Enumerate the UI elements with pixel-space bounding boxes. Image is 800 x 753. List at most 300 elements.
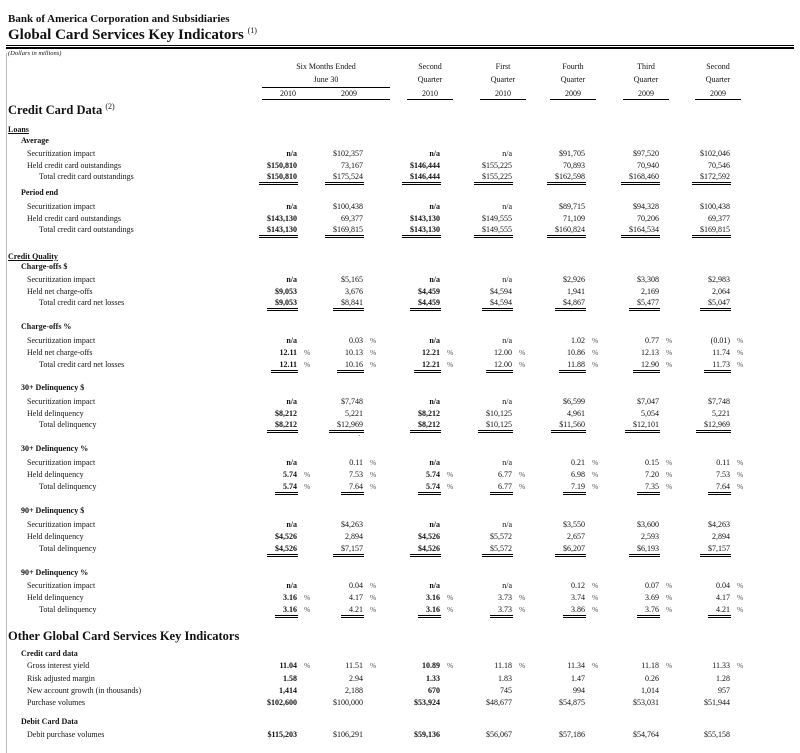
col-q3-2009-line1: Third (637, 62, 655, 71)
table-cell (288, 288, 364, 297)
company-name: Bank of America Corporation and Subsidiaries (8, 13, 230, 25)
table-cell (584, 398, 660, 407)
percent-sign: % (666, 348, 673, 357)
cell-value: $5,477 (629, 299, 660, 311)
table-cell (655, 533, 731, 542)
col-q4-2009-line3: 2009 (565, 89, 581, 98)
cell-value: n/a (502, 397, 512, 406)
row-label: Total delinquency (39, 544, 97, 553)
row-label: Purchase volumes (27, 698, 85, 707)
table-row (0, 173, 800, 185)
table-cell (365, 299, 441, 311)
percent-sign: % (370, 593, 377, 602)
cell-value: $5,047 (700, 299, 731, 311)
table-cell (288, 410, 364, 419)
table-cell (510, 483, 586, 495)
percent-sign: % (370, 348, 377, 357)
table-cell (365, 699, 441, 708)
col-q4-2009-line2: Quarter (560, 75, 586, 84)
cell-value: 0.04 (349, 581, 363, 590)
table-cell (655, 361, 731, 373)
cell-value: 5.74 (275, 483, 298, 495)
table-cell (222, 582, 298, 591)
table-cell (437, 226, 513, 238)
table-cell (655, 471, 731, 480)
table-cell (584, 299, 660, 311)
table-cell (222, 337, 298, 346)
cell-value: 0.11 (349, 458, 363, 467)
percent-sign: % (737, 605, 744, 614)
cell-value: $169,815 (325, 226, 364, 238)
cell-value: 0.26 (645, 674, 659, 683)
table-cell (437, 203, 513, 212)
table-row (0, 421, 800, 433)
table-cell (510, 337, 586, 346)
table-cell (365, 150, 441, 159)
percent-sign: % (304, 661, 311, 670)
table-cell (437, 288, 513, 297)
percent-sign: % (370, 605, 377, 614)
label-loans: Loans (8, 125, 29, 134)
table-cell (510, 582, 586, 591)
table-cell (510, 545, 586, 557)
table-cell (365, 173, 441, 185)
cell-value: 11.88 (559, 361, 586, 373)
percent-sign: % (737, 348, 744, 357)
col-q2-2010-line1: Second (418, 62, 442, 71)
cell-value: 11.74 (712, 348, 730, 357)
row-label: Securitization impact (27, 275, 96, 284)
cell-value: n/a (502, 458, 512, 467)
cell-value: n/a (286, 336, 297, 345)
table-cell (288, 594, 364, 603)
cell-value: 11.04 (279, 661, 297, 670)
row-label: Held credit card outstandings (27, 214, 121, 223)
table-cell (437, 521, 513, 530)
cell-value: 7.35 (637, 483, 660, 495)
cell-value: $4,526 (418, 532, 440, 541)
table-cell (510, 459, 586, 468)
row-label: Total credit card net losses (39, 298, 125, 307)
table-cell (222, 361, 298, 373)
label-average: Average (21, 136, 49, 145)
percent-sign: % (447, 360, 454, 369)
cell-value: n/a (429, 202, 440, 211)
percent-sign: % (737, 593, 744, 602)
cell-value: $100,000 (333, 698, 363, 707)
cell-value: 0.11 (716, 458, 730, 467)
table-cell (510, 349, 586, 358)
table-cell (437, 173, 513, 185)
cell-value: 3.76 (637, 606, 660, 618)
cell-value: 70,546 (708, 161, 730, 170)
table-cell (222, 594, 298, 603)
table-cell (222, 173, 298, 185)
cell-value: n/a (429, 581, 440, 590)
table-cell (510, 215, 586, 224)
table-cell (365, 483, 441, 495)
table-cell (584, 410, 660, 419)
table-cell (655, 483, 731, 495)
cell-value: 69,377 (341, 214, 363, 223)
row-label: Total delinquency (39, 605, 97, 614)
row-label: Held delinquency (27, 409, 84, 418)
cell-value: 3.16 (275, 606, 298, 618)
table-cell (655, 150, 731, 159)
percent-sign: % (304, 348, 311, 357)
table-cell (222, 533, 298, 542)
table-cell (288, 421, 364, 433)
table-row (0, 731, 800, 743)
cell-value: $4,526 (410, 545, 441, 557)
table-cell (584, 594, 660, 603)
table-cell (437, 687, 513, 696)
label-del90-usd: 90+ Delinquency $ (21, 506, 85, 515)
percent-sign: % (304, 482, 311, 491)
table-cell (222, 226, 298, 238)
cell-value: 70,940 (637, 161, 659, 170)
table-cell (655, 582, 731, 591)
cell-value: 2,894 (712, 532, 730, 541)
table-cell (365, 471, 441, 480)
label-debit-card-data: Debit Card Data (21, 717, 78, 726)
cell-value: 4.17 (349, 593, 363, 602)
table-cell (655, 226, 731, 238)
cell-value: 12.21 (414, 361, 441, 373)
percent-sign: % (592, 360, 599, 369)
cell-value: $169,815 (692, 226, 731, 238)
table-cell (365, 421, 441, 433)
cell-value: 3.16 (418, 606, 441, 618)
cell-value: 5.74 (418, 483, 441, 495)
cell-value: 12.11 (271, 361, 298, 373)
percent-sign: % (737, 336, 744, 345)
row-label: Securitization impact (27, 202, 96, 211)
cell-value: 12.00 (494, 348, 512, 357)
table-cell (510, 521, 586, 530)
report-title (8, 26, 257, 44)
table-cell (584, 276, 660, 285)
table-cell (437, 545, 513, 557)
cell-value: 12.11 (279, 348, 297, 357)
cell-value: $143,130 (410, 214, 440, 223)
cell-value: $55,158 (704, 730, 730, 739)
cell-value: $5,165 (341, 275, 363, 284)
cell-value: $97,520 (633, 149, 659, 158)
cell-value: n/a (502, 202, 512, 211)
percent-sign: % (592, 348, 599, 357)
table-cell (222, 215, 298, 224)
table-cell (584, 483, 660, 495)
percent-sign: % (519, 605, 526, 614)
cell-value: 0.07 (645, 581, 659, 590)
cell-value: $2,926 (563, 275, 585, 284)
cell-value: $100,438 (333, 202, 363, 211)
label-del30-usd: 30+ Delinquency $ (21, 383, 85, 392)
col-q2-2009-line2: Quarter (705, 75, 731, 84)
cell-value: 0.03 (349, 336, 363, 345)
cell-value: 7.64 (708, 483, 731, 495)
cell-value: 1,414 (279, 686, 297, 695)
cell-value: n/a (502, 275, 512, 284)
col-q1-2010-line3: 2010 (495, 89, 511, 98)
table-cell (510, 276, 586, 285)
cell-value: 3.73 (498, 593, 512, 602)
col-q2-2009-underline (695, 99, 741, 100)
table-cell (288, 699, 364, 708)
cell-value: $5,572 (490, 532, 512, 541)
table-cell (437, 662, 513, 671)
cell-value: 11.18 (494, 661, 512, 670)
table-cell (222, 471, 298, 480)
cell-value: n/a (286, 202, 297, 211)
cell-value: 3.69 (645, 593, 659, 602)
table-cell (584, 421, 660, 433)
cell-value: 5.74 (283, 470, 297, 479)
table-cell (222, 288, 298, 297)
table-cell (584, 226, 660, 238)
cell-value: 10.86 (567, 348, 585, 357)
table-cell (288, 150, 364, 159)
row-label: Securitization impact (27, 149, 96, 158)
table-cell (365, 337, 441, 346)
table-row (0, 687, 800, 699)
table-cell (655, 203, 731, 212)
col-q1-2010-line1: First (495, 62, 511, 71)
percent-sign: % (737, 581, 744, 590)
percent-sign: % (370, 458, 377, 467)
cell-value: 71,109 (563, 214, 585, 223)
table-cell (510, 731, 586, 740)
cell-value: 69,377 (708, 214, 730, 223)
cell-value: $155,225 (482, 161, 512, 170)
cell-value: $175,524 (325, 173, 364, 185)
col-q1-2010-underline (480, 99, 526, 100)
cell-value: $3,600 (637, 520, 659, 529)
table-cell (437, 675, 513, 684)
cell-value: 3.16 (426, 593, 440, 602)
cell-value: n/a (286, 520, 297, 529)
table-cell (510, 421, 586, 433)
percent-sign: % (592, 458, 599, 467)
cell-value: n/a (286, 458, 297, 467)
cell-value: $2,983 (708, 275, 730, 284)
section-other-indicators: Other Global Card Services Key Indicators (8, 629, 240, 643)
table-cell (655, 699, 731, 708)
percent-sign: % (447, 470, 454, 479)
table-cell (288, 162, 364, 171)
table-cell (437, 162, 513, 171)
cell-value: 670 (428, 686, 440, 695)
cell-value: 994 (573, 686, 585, 695)
section-credit-card-data-text: Credit Card Data (8, 103, 103, 118)
label-chargeoffs-usd: Charge-offs $ (21, 262, 68, 271)
cell-value: 7.64 (341, 483, 364, 495)
table-cell (222, 687, 298, 696)
table-cell (288, 337, 364, 346)
percent-sign: % (370, 581, 377, 590)
table-cell (365, 731, 441, 740)
percent-sign: % (519, 470, 526, 479)
table-row (0, 594, 800, 606)
cell-value: 7.53 (349, 470, 363, 479)
cell-value: $48,677 (486, 698, 512, 707)
table-cell (288, 459, 364, 468)
row-label: Securitization impact (27, 581, 96, 590)
cell-value: $12,969 (329, 421, 364, 433)
col-q3-2009-underline (623, 99, 669, 100)
table-cell (437, 459, 513, 468)
cell-value: 0.15 (645, 458, 659, 467)
cell-value: n/a (286, 275, 297, 284)
cell-value: $7,157 (333, 545, 364, 557)
cell-value: 1.28 (716, 674, 730, 683)
table-cell (655, 459, 731, 468)
cell-value: 11.18 (641, 661, 659, 670)
table-cell (365, 162, 441, 171)
label-del30-pct: 30+ Delinquency % (21, 444, 89, 453)
cell-value: 1.58 (283, 674, 297, 683)
row-label: Risk adjusted margin (27, 674, 95, 683)
cell-value: $102,357 (333, 149, 363, 158)
cell-value: $168,460 (621, 173, 660, 185)
cell-value: 3.73 (490, 606, 513, 618)
table-row (0, 606, 800, 618)
table-row (0, 582, 800, 594)
table-cell (584, 521, 660, 530)
cell-value: $8,841 (333, 299, 364, 311)
percent-sign: % (737, 482, 744, 491)
table-cell (288, 398, 364, 407)
table-cell (222, 150, 298, 159)
table-row (0, 226, 800, 238)
cell-value: 12.90 (633, 361, 660, 373)
percent-sign: % (666, 360, 673, 369)
row-label: Held delinquency (27, 593, 84, 602)
col-q3-2009-line3: 2009 (638, 89, 654, 98)
percent-sign: % (592, 470, 599, 479)
cell-value: $6,207 (555, 545, 586, 557)
table-cell (222, 699, 298, 708)
table-cell (655, 215, 731, 224)
table-cell (437, 215, 513, 224)
percent-sign: % (304, 360, 311, 369)
row-label: Securitization impact (27, 397, 96, 406)
table-cell (288, 471, 364, 480)
cell-value: 4.21 (341, 606, 364, 618)
cell-value: $102,600 (267, 698, 297, 707)
cell-value: $143,130 (267, 214, 297, 223)
table-cell (222, 299, 298, 311)
cell-value: $4,526 (275, 532, 297, 541)
table-cell (222, 410, 298, 419)
cell-value: 1,014 (641, 686, 659, 695)
cell-value: 2,188 (345, 686, 363, 695)
table-cell (655, 337, 731, 346)
cell-value: $149,555 (474, 226, 513, 238)
cell-value: $100,438 (700, 202, 730, 211)
percent-sign: % (447, 593, 454, 602)
percent-sign: % (737, 360, 744, 369)
table-cell (437, 582, 513, 591)
table-cell (222, 731, 298, 740)
cell-value: $51,944 (704, 698, 730, 707)
table-cell (288, 215, 364, 224)
table-cell (437, 533, 513, 542)
cell-value: 2,169 (641, 287, 659, 296)
table-row (0, 299, 800, 311)
cell-value: 11.51 (345, 661, 363, 670)
table-cell (437, 299, 513, 311)
percent-sign: % (519, 593, 526, 602)
cell-value: n/a (429, 149, 440, 158)
cell-value: $4,459 (410, 299, 441, 311)
table-cell (437, 606, 513, 618)
table-cell (655, 349, 731, 358)
row-label: New account growth (in thousands) (27, 686, 142, 695)
table-row (0, 471, 800, 483)
table-cell (584, 337, 660, 346)
cell-value: $8,212 (267, 421, 298, 433)
cell-value: 3.86 (563, 606, 586, 618)
cell-value: 12.00 (486, 361, 513, 373)
col-q2-2010-underline (407, 99, 453, 100)
table-cell (584, 459, 660, 468)
percent-sign: % (447, 482, 454, 491)
cell-value: 70,206 (637, 214, 659, 223)
cell-value: $54,875 (559, 698, 585, 707)
cell-value: $164,534 (621, 226, 660, 238)
table-cell (365, 533, 441, 542)
cell-value: $3,550 (563, 520, 585, 529)
table-row (0, 699, 800, 711)
cell-value: 0.12 (571, 581, 585, 590)
cell-value: n/a (502, 336, 512, 345)
cell-value: $4,263 (341, 520, 363, 529)
cell-value: $4,594 (482, 299, 513, 311)
cell-value: n/a (502, 581, 512, 590)
table-cell (510, 410, 586, 419)
table-cell (365, 521, 441, 530)
percent-sign: % (666, 482, 673, 491)
cell-value: 4.21 (708, 606, 731, 618)
table-cell (288, 299, 364, 311)
cell-value: $4,594 (490, 287, 512, 296)
table-row (0, 533, 800, 545)
cell-value: (0.01) (710, 336, 730, 345)
cell-value: $6,193 (629, 545, 660, 557)
cell-value: 70,893 (563, 161, 585, 170)
cell-value: $6,599 (563, 397, 585, 406)
percent-sign: % (447, 661, 454, 670)
table-cell (510, 533, 586, 542)
table-cell (437, 337, 513, 346)
table-cell (365, 545, 441, 557)
table-cell (510, 150, 586, 159)
col-q2-2010-line3: 2010 (422, 89, 438, 98)
percent-sign: % (592, 336, 599, 345)
cell-value: $155,225 (474, 173, 513, 185)
table-cell (655, 288, 731, 297)
table-cell (510, 606, 586, 618)
percent-sign: % (519, 482, 526, 491)
cell-value: 1.47 (571, 674, 585, 683)
row-label: Held delinquency (27, 532, 84, 541)
table-cell (655, 662, 731, 671)
cell-value: $162,598 (547, 173, 586, 185)
cell-value: 5,054 (641, 409, 659, 418)
table-cell (365, 675, 441, 684)
